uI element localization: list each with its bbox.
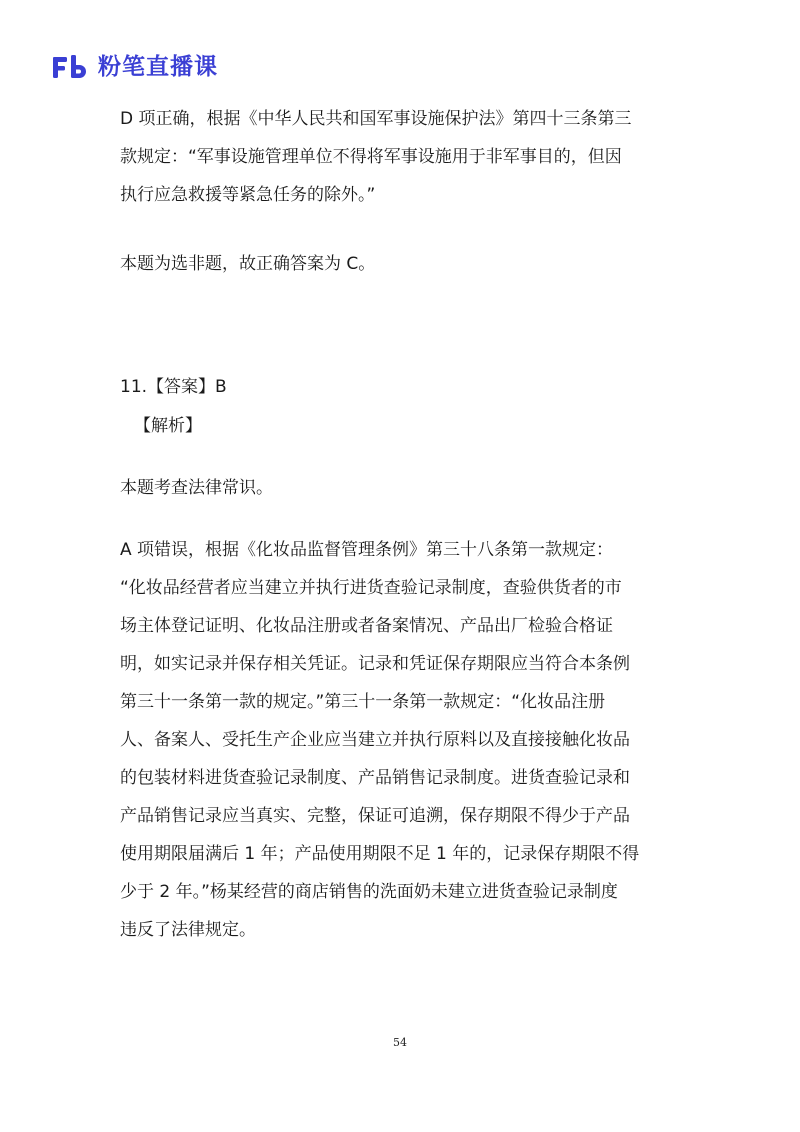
brand-logo [52, 52, 218, 82]
page-number: 54 [393, 1036, 407, 1049]
paragraph-option-d: D 项正确，根据《中华人民共和国军事设施保护法》第四十三条第三 款规定：“军事设施管理单位不得将军事设施用于非军事目的，但因 执行应急救援等紧急任务的除外。” [120, 109, 632, 205]
fenbi-logo-icon [52, 52, 92, 82]
paragraph-topic: 本题考查法律常识。 [120, 478, 273, 498]
question-11-answer: 11.【答案】B [120, 377, 227, 397]
paragraph-option-a: A 项错误，根据《化妆品监督管理条例》第三十八条第一款规定： “化妆品经营者应当建立并执行进货查验记录制度，查验供货者的市 场主体登记证明、化妆品注册或者备案情况、产品出厂检验合格证 明，如实记录并保存相关凭证。记录和凭证保存期限应当符合本条例 第三十一条第一款的规定。”第三十一条第一款规定：“化妆品注册 人、备案人、受托生产企业应当建立并执行原料以及直接接触化妆品 的包装材料进货查验记录制度、产品销售记录制度。进货查验记录和 产品销售记录应当真实、完整，保证可追溯，保存期限不得少于产品 使用期限届满后 1 年；产品使用期限不足 1 年的，记录保存期限不得 少于 2 年。”杨某经营的商店销售的洗面奶未建立进货查验记录制度 违反了法律规定。 [120, 540, 640, 940]
analysis-heading: 【解析】 [134, 416, 202, 436]
paragraph-answer-summary: 本题为选非题，故正确答案为 C。 [120, 254, 376, 274]
logo-text: 粉笔直播课 [98, 54, 218, 80]
